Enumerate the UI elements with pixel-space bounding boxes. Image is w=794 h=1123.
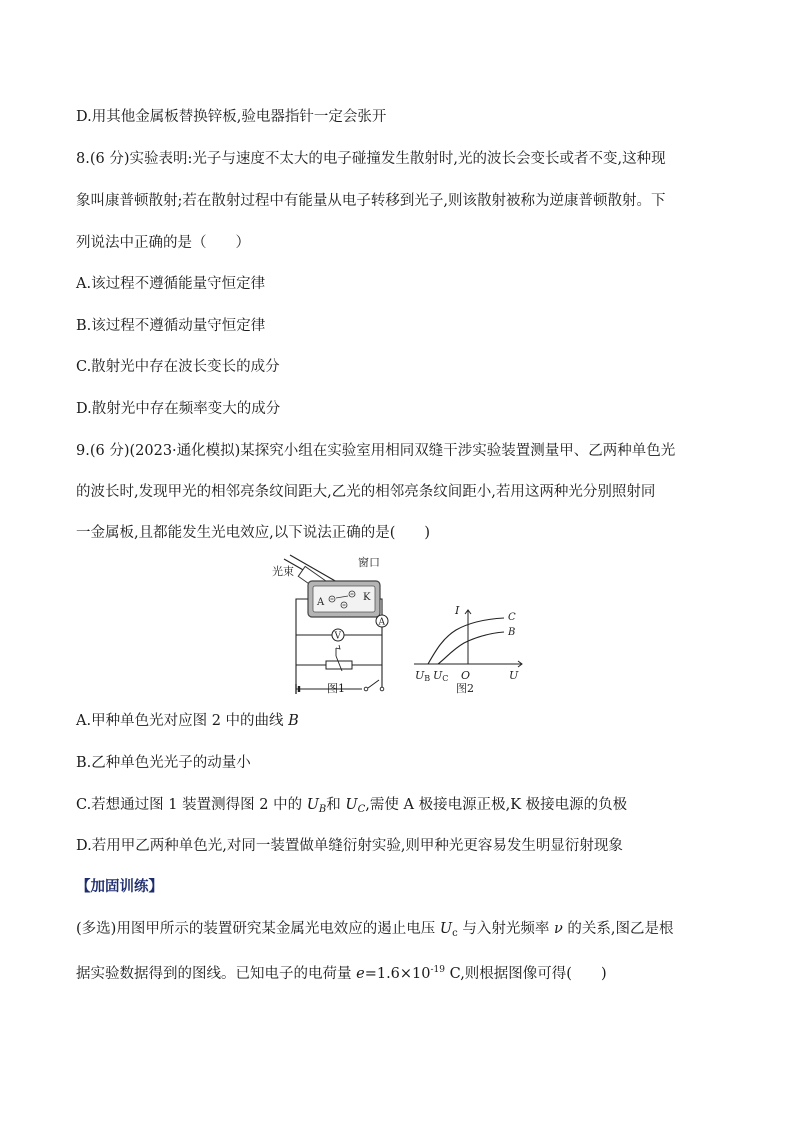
electrode-a-label: A — [317, 597, 325, 608]
q8-option-d: D.散射光中存在频率变大的成分 — [76, 401, 281, 417]
reinforcement-line1-post: 的关系,图乙是根 — [562, 921, 674, 937]
q9-stem-line3: 一金属板,且都能发生光电效应,以下说法正确的是( ) — [76, 525, 431, 541]
q9-stem-line2: 的波长时,发现甲光的相邻亮条纹间距大,乙光的相邻亮条纹间距小,若用这两种光分别照射同 — [76, 484, 656, 500]
figure1-circuit — [270, 553, 415, 698]
q9-option-c-s2: C — [357, 804, 366, 815]
charge-value: =1.6×10 — [364, 966, 431, 982]
beam-label: 光束 — [272, 565, 294, 578]
stop-voltage-subscript: c — [452, 928, 458, 939]
reinforcement-line1-mid: 与入射光频率 — [457, 921, 554, 937]
curve-b-label: B — [508, 627, 516, 638]
q8-option-c: C.散射光中存在波长变长的成分 — [76, 359, 280, 375]
ammeter-label: A — [378, 617, 385, 628]
frequency-symbol: ν — [553, 921, 563, 937]
q9-option-a-text: A.甲种单色光对应图 2 中的曲线 — [76, 713, 289, 729]
q9-option-c — [76, 795, 627, 820]
x-axis-label: U — [509, 669, 519, 682]
curve-c — [428, 618, 504, 664]
charge-exponent: -19 — [430, 965, 446, 975]
switch — [364, 687, 368, 691]
q8-stem-line1: 8.(6 分)实验表明:光子与速度不太大的电子碰撞发生散射时,光的波长会变长或者不变,这种现 — [76, 151, 666, 167]
origin-label: O — [461, 669, 471, 682]
ub-subscript: B — [424, 674, 431, 683]
q9-option-a-var: B — [288, 713, 299, 729]
q9-option-c-post: ,需使 A 极接电源正极,K 极接电源的负极 — [365, 797, 628, 813]
uc-label: U — [433, 669, 443, 682]
q9-stem-line1: 9.(6 分)(2023·通化模拟)某探究小组在实验室用相同双缝干涉实验装置测量甲、乙两种单色光 — [76, 443, 676, 459]
ub-label: U — [415, 669, 425, 682]
q9-option-b: B.乙种单色光光子的动量小 — [76, 755, 251, 771]
q9-option-c-s1: B — [318, 804, 327, 815]
uc-subscript: C — [442, 674, 449, 683]
reinforcement-line1-pre: (多选)用图甲所示的装置研究某金属光电效应的遏止电压 — [76, 921, 440, 937]
q9-option-c-u2: U — [345, 797, 358, 813]
reinforcement-line1 — [76, 919, 674, 944]
q8-stem-line2: 象叫康普顿散射;若在散射过程中有能量从电子转移到光子,则该散射被称为逆康普顿散射。下 — [76, 193, 666, 209]
window-label: 窗口 — [358, 556, 380, 569]
q9-option-a — [76, 711, 299, 731]
charge-symbol: e — [356, 966, 365, 982]
q8-option-a: A.该过程不遵循能量守恒定律 — [76, 276, 266, 292]
q8-option-b: B.该过程不遵循动量守恒定律 — [76, 318, 266, 334]
svg-text:UB — [415, 669, 430, 683]
reinforcement-line2 — [76, 960, 607, 984]
curve-c-label: C — [508, 612, 516, 623]
figure2-graph — [408, 598, 530, 683]
q9-option-c-pre: C.若想通过图 1 装置测得图 2 中的 — [76, 797, 307, 813]
q9-option-c-mid: 和 — [326, 797, 346, 813]
svg-text:UC — [433, 669, 448, 683]
stop-voltage-symbol: U — [439, 921, 453, 937]
q7-option-d: D.用其他金属板替换锌板,验电器指针一定会张开 — [76, 109, 387, 125]
rheostat — [326, 661, 352, 669]
q9-option-c-u1: U — [306, 797, 319, 813]
figure1-caption: 图1 — [327, 682, 345, 695]
reinforcement-line2-post: C,则根据图像可得( ) — [445, 966, 607, 982]
q8-stem-line3: 列说法中正确的是（ ） — [76, 235, 250, 251]
voltmeter-label: V — [334, 631, 341, 642]
q9-option-d: D.若用甲乙两种单色光,对同一装置做单缝衍射实验,则甲种光更容易发生明显衍射现象 — [76, 838, 623, 854]
electrode-k-label: K — [363, 592, 371, 603]
figure2-caption: 图2 — [456, 682, 474, 695]
reinforcement-line2-pre: 据实验数据得到的图线。已知电子的电荷量 — [76, 966, 357, 982]
y-axis-label: I — [455, 604, 460, 617]
reinforcement-title: 【加固训练】 — [76, 878, 163, 895]
